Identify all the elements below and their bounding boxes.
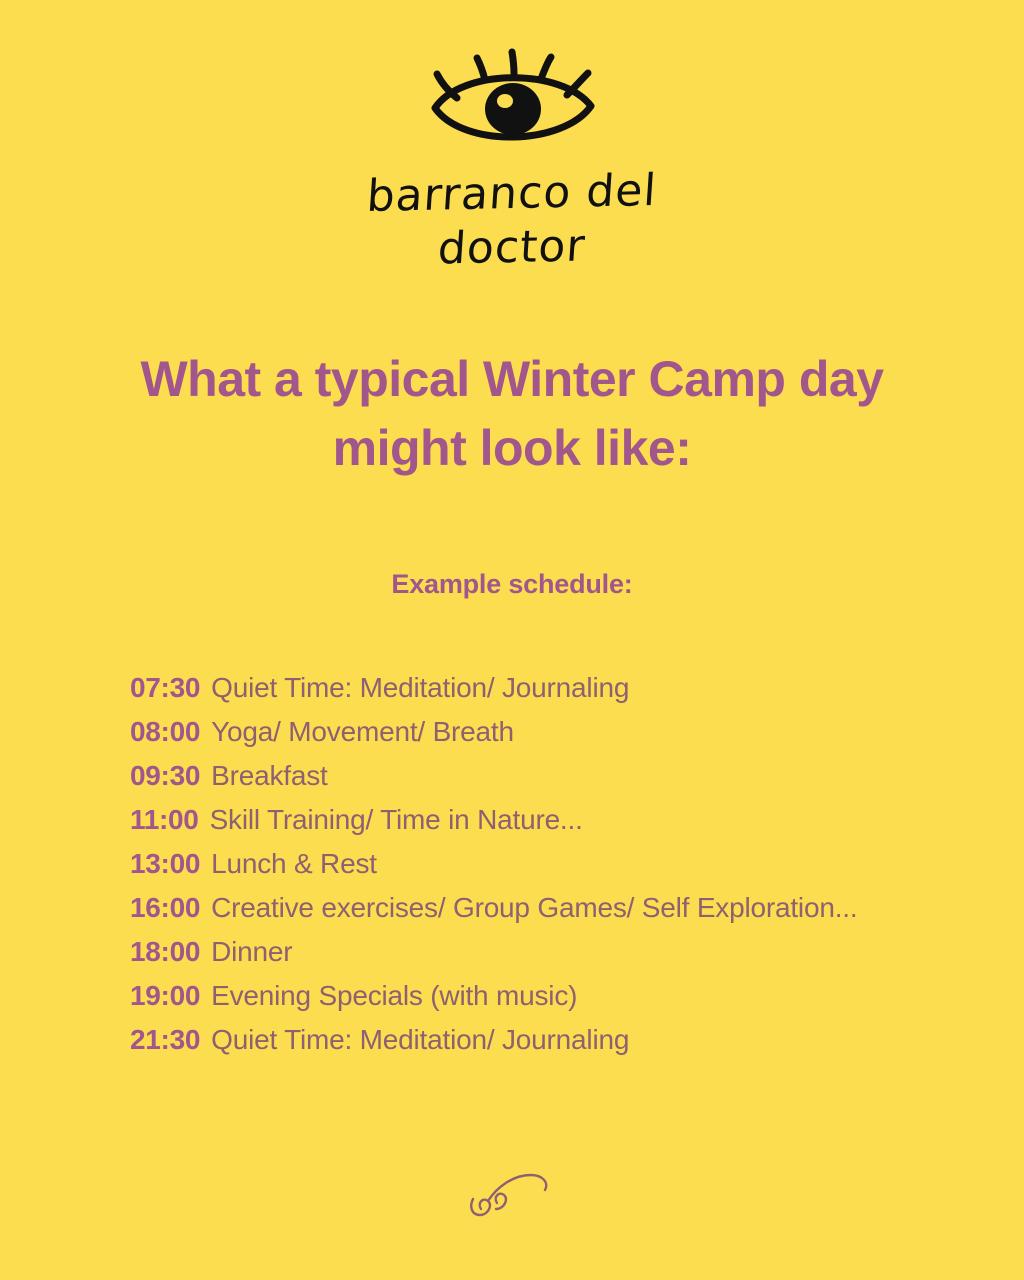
schedule-activity: Yoga/ Movement/ Breath: [211, 715, 514, 747]
page-title: What a typical Winter Camp day might look like:: [140, 351, 884, 477]
list-item: [130, 936, 962, 968]
schedule-time: 07:30: [130, 671, 201, 703]
list-item: [130, 716, 962, 748]
footer-decoration: [0, 1163, 1024, 1232]
schedule-time: 16:00: [130, 891, 201, 923]
brand-line-1: barranco del: [365, 164, 659, 223]
list-item: [130, 848, 962, 880]
brand-line-2: doctor: [436, 219, 588, 275]
schedule-activity: Quiet Time: Meditation/ Journaling: [211, 1023, 630, 1055]
brand-wordmark: [365, 164, 659, 275]
schedule-activity: Creative exercises/ Group Games/ Self Exploration...: [211, 891, 858, 923]
list-item: [130, 804, 962, 836]
schedule-activity: Dinner: [211, 935, 293, 967]
list-item: [130, 672, 962, 704]
list-item: [130, 892, 962, 924]
schedule-time: 13:00: [130, 847, 201, 879]
section-subtitle: Example schedule:: [391, 568, 633, 599]
schedule-time: 19:00: [130, 979, 201, 1011]
schedule-list: [62, 672, 962, 1068]
schedule-time: 11:00: [130, 803, 199, 835]
schedule-time: 09:30: [130, 759, 201, 791]
schedule-time: 08:00: [130, 715, 201, 747]
list-item: [130, 1024, 962, 1056]
swirl-flourish-icon: [467, 1163, 557, 1232]
list-item: [130, 760, 962, 792]
list-item: [130, 980, 962, 1012]
schedule-activity: Skill Training/ Time in Nature...: [209, 803, 583, 835]
brand-logo: [365, 46, 659, 275]
schedule-activity: Breakfast: [211, 759, 328, 791]
schedule-activity: Lunch & Rest: [211, 847, 377, 879]
eye-icon: [417, 46, 607, 156]
schedule-time: 21:30: [130, 1023, 201, 1055]
schedule-time: 18:00: [130, 935, 201, 967]
schedule-activity: Quiet Time: Meditation/ Journaling: [211, 671, 630, 703]
schedule-activity: Evening Specials (with music): [211, 979, 578, 1011]
